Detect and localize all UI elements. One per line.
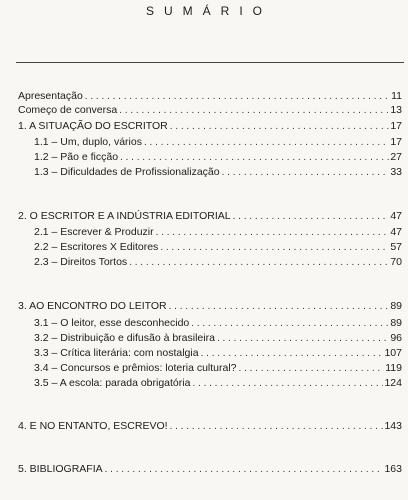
entry-page: 33 (390, 166, 402, 178)
entry-title: 2.2 – Escritores X Editores (34, 241, 159, 253)
dot-leader (239, 362, 385, 375)
dot-leader (192, 377, 383, 390)
toc-entry-3-1 (34, 317, 402, 330)
dot-leader (170, 420, 384, 433)
entry-page: 11 (391, 90, 402, 102)
toc-entry-3-3 (34, 347, 402, 360)
toc-heading: SUMÁRIO (145, 4, 272, 18)
entry-title: 3. AO ENCONTRO DO LEITOR (18, 300, 167, 312)
entry-title: 5. BIBLIOGRAFIA (18, 463, 103, 475)
entry-page: 163 (384, 463, 402, 475)
dot-leader (201, 347, 384, 360)
entry-title: 3.5 – A escola: parada obrigatória (34, 377, 191, 389)
entry-page: 17 (390, 120, 402, 132)
entry-title: Começo de conversa (18, 104, 118, 116)
entry-title: 2. O ESCRITOR E A INDÚSTRIA EDITORIAL (18, 210, 231, 222)
entry-page: 27 (390, 151, 402, 163)
toc-entry-2-2 (34, 241, 402, 254)
entry-title: Apresentação (18, 90, 83, 102)
toc-entry-1-3 (34, 166, 402, 179)
entry-title: 3.4 – Concursos e prêmios: loteria cultural? (34, 362, 237, 374)
entry-title: 2.3 – Direitos Tortos (34, 256, 128, 268)
toc-entry-comeco (18, 104, 402, 117)
toc-entry-3-5 (34, 377, 402, 390)
entry-title: 3.2 – Distribuição e difusão à brasileira (34, 332, 215, 344)
toc-entry-2-1 (34, 226, 402, 239)
toc-entry-chapter-3 (18, 300, 402, 313)
toc-entry-3-4 (34, 362, 402, 375)
dot-leader (222, 166, 390, 179)
dot-leader (156, 226, 390, 239)
dot-leader (217, 332, 389, 345)
toc-entry-chapter-1 (18, 120, 402, 133)
toc-entry-chapter-4 (18, 420, 402, 433)
entry-page: 13 (390, 104, 402, 116)
entry-page: 47 (390, 226, 402, 238)
entry-page: 47 (390, 210, 402, 222)
toc-entry-chapter-2 (18, 210, 402, 223)
dot-leader (233, 210, 390, 223)
entry-page: 107 (384, 347, 402, 359)
toc-entry-chapter-5 (18, 463, 402, 476)
toc-entry-2-3 (34, 256, 402, 269)
entry-title: 4. E NO ENTANTO, ESCREVO! (18, 420, 168, 432)
entry-title: 1.1 – Um, duplo, vários (34, 136, 142, 148)
entry-page: 96 (390, 332, 402, 344)
entry-page: 89 (390, 317, 402, 329)
entry-page: 17 (390, 136, 402, 148)
dot-leader (129, 256, 389, 269)
entry-page: 70 (390, 256, 402, 268)
toc-entry-1-2 (34, 151, 402, 164)
dot-leader (160, 241, 389, 254)
dot-leader (170, 120, 390, 133)
entry-title: 3.3 – Crítica literária: com nostalgia (34, 347, 199, 359)
dot-leader (191, 317, 389, 330)
entry-title: 1.3 – Dificuldades de Profissionalização (34, 166, 220, 178)
entry-title: 1.2 – Pão e ficção (34, 151, 119, 163)
entry-page: 57 (390, 241, 402, 253)
dot-leader (119, 104, 389, 117)
entry-page: 143 (384, 420, 402, 432)
entry-title: 3.1 – O leitor, esse desconhecido (34, 317, 190, 329)
entry-page: 89 (390, 300, 402, 312)
entry-page: 124 (384, 377, 402, 389)
dot-leader (144, 136, 389, 149)
toc-entry-apresentacao (18, 90, 402, 103)
toc-entry-3-2 (34, 332, 402, 345)
dot-leader (169, 300, 390, 313)
entry-title: 1. A SITUAÇÃO DO ESCRITOR (18, 120, 168, 132)
dot-leader (85, 90, 390, 103)
entry-title: 2.1 – Escrever & Produzir (34, 226, 154, 238)
dot-leader (105, 463, 384, 476)
toc-entry-1-1 (34, 136, 402, 149)
dot-leader (120, 151, 389, 164)
entry-page: 119 (385, 362, 402, 374)
